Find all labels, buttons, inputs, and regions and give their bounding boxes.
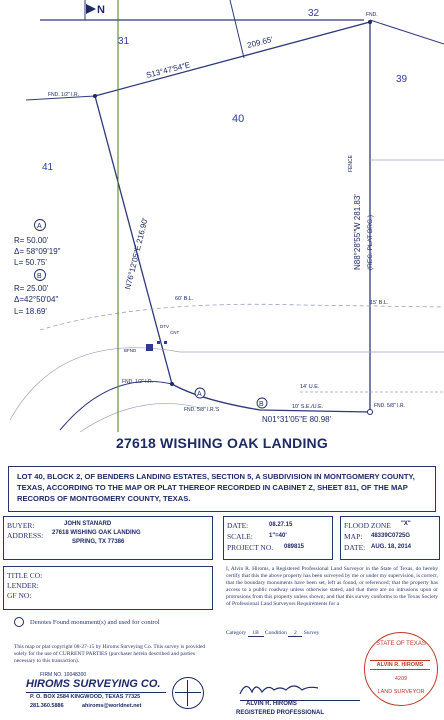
bl-right-note: 15' B.L. [370,300,389,306]
bfnd-note: BFND [124,348,137,353]
project-number: 089815 [284,544,305,550]
survey-label: Survey [303,630,320,636]
curve-a-marker-label: A [197,391,202,398]
map-label: MAP: [344,532,363,541]
bearing-right: N88°28'55"W 281.83' [353,194,362,270]
condition-value: 2 [288,630,302,637]
lender-label: LENDER: [7,581,39,590]
dtv-note: DTV [160,324,169,329]
seal-name: ALVIN R. HIROMS [370,660,430,670]
flood-zone-label: FLOOD ZONE [344,521,391,530]
fnd-bottom: FND. 5/8" I.R.'S [184,407,220,413]
compass-logo-icon [172,677,204,709]
utility-box-icon [146,344,153,351]
ue-right-note: 14' U.E. [300,384,320,390]
lot-41: 41 [42,162,54,173]
firm-name: HIROMS SURVEYING CO. [26,678,161,690]
cnt-note: CNT [170,330,180,335]
fnd-top-right: FND. [366,12,378,18]
scale-label: SCALE: [227,532,253,541]
utility-box-icon [157,341,160,344]
certification-text: I, Alvin R. Hiroms, a Registered Professional Land Surveyor in the State of Texas, do hereby certify that this the above property has been surveyed by me or under my supervision, is correct, that the boundary monuments have been set, left as found, or referenced; that the property has access to a public roadway unless otherwise stated, and that there are no intrusions upon or protrusions from this property unless shown; and that this survey conforms to the Texas Society of Professional Land Surveyors Requirements for a [226,566,438,607]
firm-po-box: P. O. BOX 2584 KINGWOOD, TEXAS 77325 [30,694,141,700]
address-label: ADDRESS: [7,531,44,540]
north-arrow-icon [86,4,96,14]
signature-title: REGISTERED PROFESSIONAL [236,710,325,716]
survey-scale: 1"=40' [269,533,287,539]
map-number: 48339C0725G [371,533,411,539]
curve-b-marker-label: B [259,401,264,408]
seal-number: 4209 [394,676,408,682]
monument-icon [170,382,174,386]
category-label: Category [226,630,247,636]
firm-number: FIRM NO. 10048300 [40,672,87,678]
date-label: DATE: [227,521,249,530]
ue-bottom-note: 10' S.E./U.E. [292,404,324,410]
bearing-top: S13°47'54"E [145,60,192,80]
curve-b-delta: Δ=42°50'04" [14,295,59,304]
title-co-label: TITLE CO: [7,571,43,580]
flood-date: AUG. 18, 2014 [371,544,412,550]
survey-date: 08.27.15 [269,522,293,528]
address-line-1: 27618 WISHING OAK LANDING [52,530,141,536]
property-title: 27618 WISHING OAK LANDING [116,435,328,451]
curve-a-length: L= 50.75' [14,258,47,267]
monument-icon [93,94,97,98]
lot-31: 31 [118,36,130,47]
surveyor-seal-icon [364,632,438,706]
signature-icon [236,676,324,698]
monument-icon [368,410,373,415]
signature-name: ALVIN R. HIROMS [246,701,297,707]
survey-info-box [223,516,333,560]
easement-line [10,348,444,420]
lot-line-39 [370,20,444,44]
gf-label: GF NO: [7,591,32,600]
buyer-label: BUYER: [7,521,35,530]
legal-description: LOT 40, BLOCK 2, OF BENDERS LANDING ESTATES, SECTION 5, A SUBDIVISION IN MONTGOMERY COUNTY, TEXAS, ACCORDING TO THE MAP OR PLAT THEREOF RECORDED IN CABINET Z, SHEET 811, OF THE MAP RECORDS OF MONTGOMERY COUNTY, TEXAS. [8,466,436,512]
buyer-box [3,516,213,560]
property-boundary [95,22,370,412]
copyright-text: This map or plat copyright 08-27-15 by Hiroms Surveying Co. This survey is provided solely for the use of CURRENT PARTIES (purchaser herein described and parties necessary to this transaction). [14,644,206,664]
monument-note: Denotes Found monument(s) and used for control [30,619,160,626]
fence-note: FENCE [348,155,354,172]
curve-a-delta: Δ= 58°09'19" [14,247,61,256]
monument-icon [368,20,372,24]
firm-phone: 281.360.5886 [30,703,64,709]
west-boundary [95,96,172,384]
flood-box [340,516,440,560]
bearing-bottom: N01°31'05"E 80.98' [262,415,332,424]
lot-39: 39 [396,74,408,85]
lot-32: 32 [308,8,320,19]
curve-b-length: L= 18.69' [14,307,47,316]
curve-b-table-letter: B [37,273,42,280]
bearing-top-distance: 209.65' [246,34,274,50]
fnd-mid: FND. 1/2" I.R. [122,379,153,385]
curve-a-radius: R= 50.00' [14,236,49,245]
building-line [40,304,444,330]
curve-a-table-letter: A [37,223,42,230]
fnd-bottom-right: FND. 5/8" I.R. [374,403,405,409]
flood-date-label: DATE: [344,543,366,552]
category-value: 1B [248,630,264,637]
utility-box-icon [164,341,167,344]
firm-divider [26,692,166,693]
seal-bottom: LAND SURVEYOR [377,689,425,695]
flood-zone: "X" [401,521,411,527]
firm-email: ahiroms@worldnet.net [82,703,142,709]
bearing-right-sub: (REC. PLAT BRG.) [367,214,374,270]
found-monument-icon [14,617,24,627]
seal-top: STATE OF TEXAS [376,641,426,647]
lot-40: 40 [232,113,245,125]
ue-curve [80,403,200,432]
bl-note: 60' B.L. [175,296,194,302]
fnd-top-left: FND. 1/2" I.R. [48,92,79,98]
curve-b-radius: R= 25.00' [14,284,49,293]
lot-line-32 [230,0,244,58]
project-label: PROJECT NO. [227,543,274,552]
buyer-name: JOHN STANARD [64,521,112,527]
condition-label: Condition [264,630,287,636]
address-line-2: SPRING, TX 77386 [72,539,125,545]
bearing-left: N76°12'05"E 216.90' [123,216,150,291]
title-co-box [3,566,213,610]
category-row [226,630,319,637]
right-of-way-curve [60,381,172,430]
north-label: N [97,4,105,16]
